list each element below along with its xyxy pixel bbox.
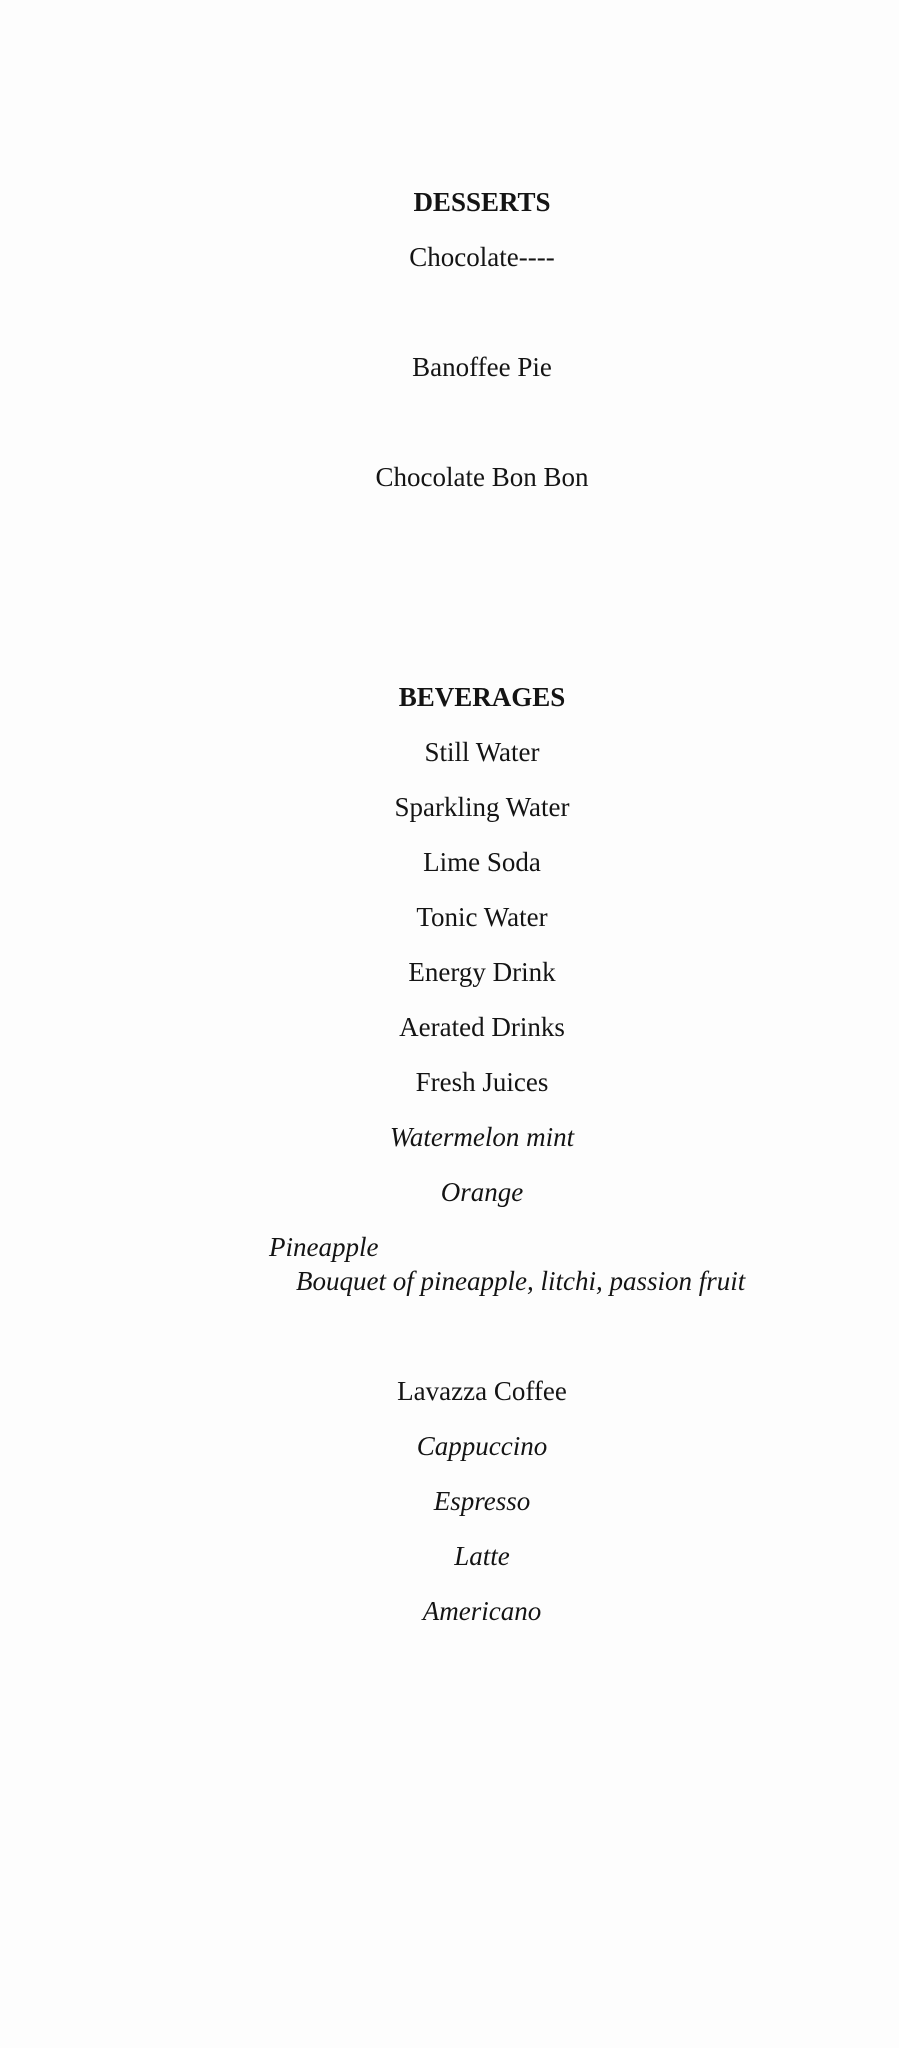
beverage-item-lime-soda: Lime Soda [423, 847, 541, 877]
coffee-item-latte: Latte [454, 1541, 510, 1571]
juice-item-pineapple: Pineapple [269, 1232, 379, 1262]
coffee-item-cappuccino: Cappuccino [416, 1431, 548, 1461]
juice-item-watermelon-mint: Watermelon mint [389, 1122, 575, 1152]
dessert-item-banoffee-pie: Banoffee Pie [412, 352, 552, 382]
desserts-heading: DESSERTS [413, 187, 551, 217]
beverage-item-aerated-drinks: Aerated Drinks [399, 1012, 565, 1042]
juice-item-orange: Orange [440, 1177, 524, 1207]
pineapple-description: Bouquet of pineapple, litchi, passion fruit [296, 1266, 746, 1296]
dessert-item-chocolate: Chocolate---- [409, 242, 555, 272]
beverage-item-energy-drink: Energy Drink [408, 957, 556, 987]
beverages-heading: BEVERAGES [398, 682, 566, 712]
coffee-item-americano: Americano [422, 1596, 542, 1626]
dessert-item-chocolate-bon-bon: Chocolate Bon Bon [375, 462, 589, 492]
coffee-heading: Lavazza Coffee [397, 1376, 567, 1406]
beverage-item-tonic-water: Tonic Water [416, 902, 548, 932]
coffee-item-espresso: Espresso [433, 1486, 531, 1516]
beverage-item-fresh-juices: Fresh Juices [415, 1067, 549, 1097]
beverage-item-sparkling-water: Sparkling Water [394, 792, 570, 822]
beverage-item-still-water: Still Water [424, 737, 540, 767]
